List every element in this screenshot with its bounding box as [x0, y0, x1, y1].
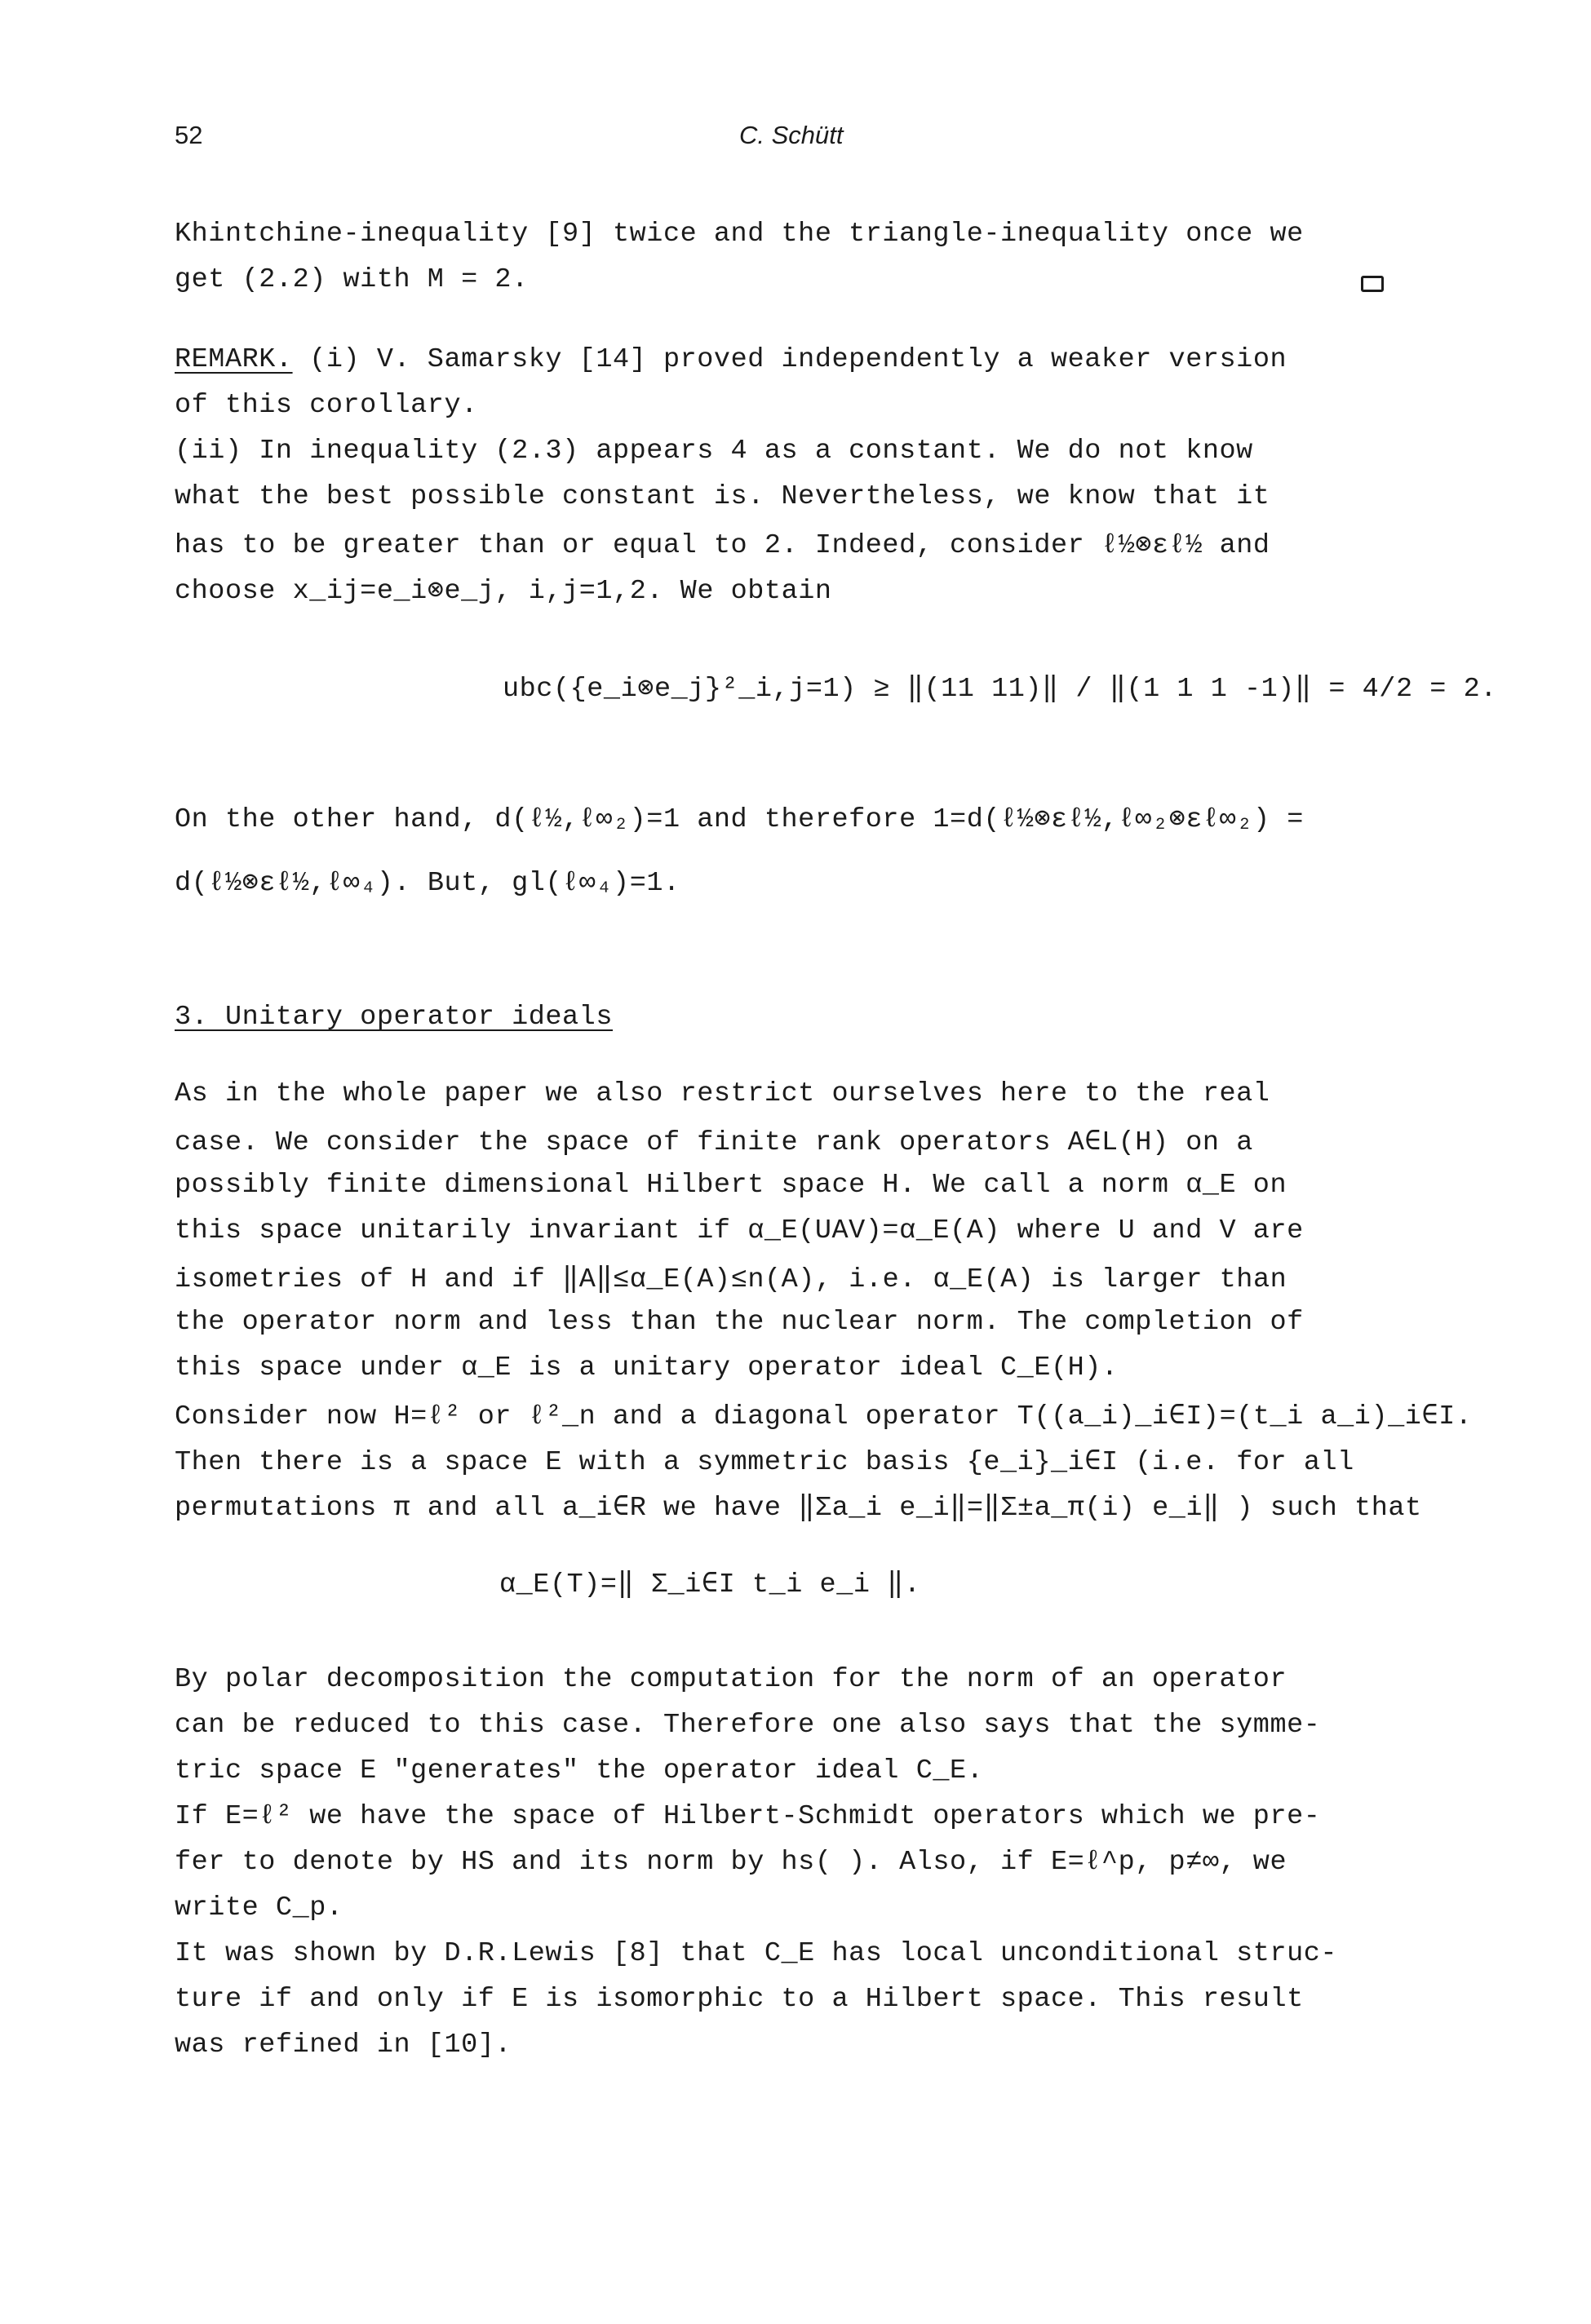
text-line: choose x_ij=e_i⊗e_j, i,j=1,2. We obtain [175, 576, 832, 607]
equation-ubc: ubc({e_i⊗e_j}²_i,j=1) ≥ ‖(11 11)‖ / ‖(1 1 1 -1)‖ = 4/2 = 2. [503, 674, 1497, 705]
text-line: Then there is a space E with a symmetric basis {e_i}_i∈I (i.e. for all [175, 1447, 1354, 1478]
remark-text: (i) V. Samarsky [14] proved independently a weaker version [292, 344, 1287, 375]
text-line: As in the whole paper we also restrict ourselves here to the real [175, 1078, 1270, 1109]
remark-line [175, 344, 1287, 375]
text-line: Khintchine-inequality [9] twice and the triangle-inequality once we [175, 219, 1304, 250]
equation-alpha: α_E(T)=‖ Σ_i∈I t_i e_i ‖. [499, 1569, 921, 1600]
text-line: isometries of H and if ‖A‖≤α_E(A)≤n(A), i.e. α_E(A) is larger than [175, 1264, 1287, 1295]
text-line: what the best possible constant is. Nevertheless, we know that it [175, 481, 1270, 512]
text-line: (ii) In inequality (2.3) appears 4 as a constant. We do not know [175, 436, 1253, 467]
text-line: On the other hand, d(ℓ½,ℓ∞₂)=1 and therefore 1=d(ℓ½⊗εℓ½,ℓ∞₂⊗εℓ∞₂) = [175, 804, 1304, 835]
text-line: write C_p. [175, 1892, 343, 1923]
text-line: It was shown by D.R.Lewis [8] that C_E has local unconditional struc- [175, 1938, 1338, 1969]
text-line: tric space E "generates" the operator ideal C_E. [175, 1755, 984, 1786]
text-line: can be reduced to this case. Therefore one also says that the symme- [175, 1710, 1321, 1741]
text-line: of this corollary. [175, 390, 478, 421]
text-line: was refined in [10]. [175, 2030, 512, 2061]
page-number: 52 [175, 121, 203, 149]
text-line: fer to denote by HS and its norm by hs( ). Also, if E=ℓ^p, p≠∞, we [175, 1847, 1287, 1878]
text-line: d(ℓ½⊗εℓ½,ℓ∞₄). But, gl(ℓ∞₄)=1. [175, 868, 680, 899]
qed-box-icon [1361, 276, 1384, 292]
text-line: this space unitarily invariant if α_E(UAV)=α_E(A) where U and V are [175, 1215, 1304, 1246]
text-line: possibly finite dimensional Hilbert space H. We call a norm α_E on [175, 1170, 1287, 1201]
text-line: By polar decomposition the computation for the norm of an operator [175, 1664, 1287, 1695]
text-line: permutations π and all a_i∈R we have ‖Σa_i e_i‖=‖Σ±a_π(i) e_i‖ ) such that [175, 1493, 1422, 1524]
remark-label: REMARK. [175, 344, 293, 375]
text-line: case. We consider the space of finite rank operators A∈L(H) on a [175, 1127, 1253, 1158]
text-line: the operator norm and less than the nuclear norm. The completion of [175, 1307, 1304, 1338]
text-line: Consider now H=ℓ² or ℓ²_n and a diagonal operator T((a_i)_i∈I)=(t_i a_i)_i∈I. [175, 1401, 1473, 1432]
section-title: 3. Unitary operator ideals [175, 1002, 613, 1033]
text-line: has to be greater than or equal to 2. Indeed, consider ℓ½⊗εℓ½ and [175, 530, 1270, 561]
text-line: If E=ℓ² we have the space of Hilbert-Schmidt operators which we pre- [175, 1801, 1321, 1832]
text-line: this space under α_E is a unitary operator ideal C_E(H). [175, 1352, 1119, 1383]
text-line: get (2.2) with M = 2. [175, 264, 529, 295]
text-line: ture if and only if E is isomorphic to a Hilbert space. This result [175, 1984, 1304, 2015]
running-header-author: C. Schütt [739, 121, 844, 149]
